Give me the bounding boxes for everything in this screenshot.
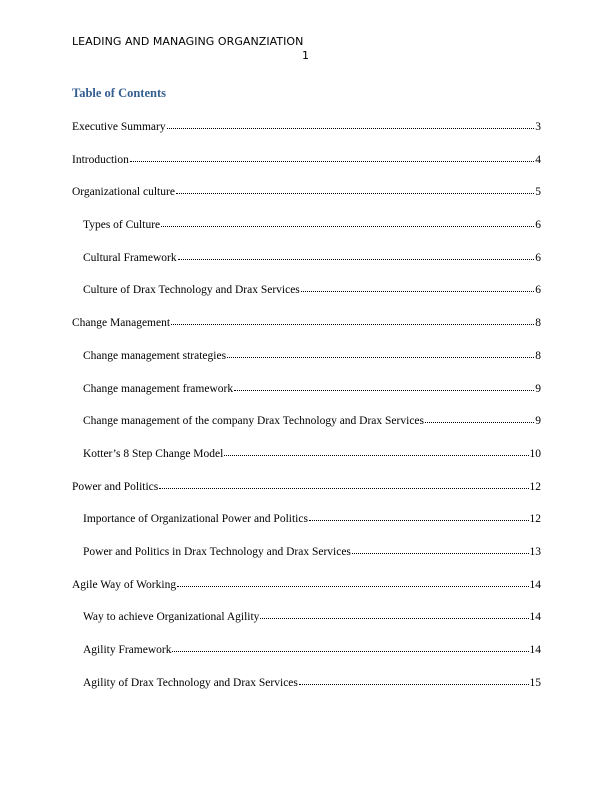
toc-entry-page: 10 bbox=[529, 447, 541, 460]
toc-entry-change-management[interactable] bbox=[72, 315, 541, 348]
toc-entry-page: 9 bbox=[535, 415, 541, 428]
dot-leader bbox=[224, 445, 528, 456]
toc-entry-page: 6 bbox=[535, 251, 541, 264]
toc-entry-label: Culture of Drax Technology and Drax Services bbox=[83, 284, 300, 297]
toc-entry-organizational-culture[interactable] bbox=[72, 184, 541, 217]
toc-entry-change-management-strategies[interactable] bbox=[72, 348, 541, 381]
dot-leader bbox=[299, 674, 529, 685]
table-of-contents bbox=[72, 119, 541, 707]
toc-entry-label: Importance of Organizational Power and Politics bbox=[83, 513, 308, 526]
dot-leader bbox=[227, 347, 534, 358]
dot-leader bbox=[159, 478, 528, 489]
toc-entry-label: Agile Way of Working bbox=[72, 578, 177, 591]
dot-leader bbox=[178, 249, 535, 260]
dot-leader bbox=[172, 641, 528, 652]
dot-leader bbox=[171, 314, 534, 325]
dot-leader bbox=[301, 281, 534, 292]
dot-leader bbox=[425, 412, 534, 423]
toc-entry-label: Introduction bbox=[72, 153, 129, 166]
toc-entry-page: 14 bbox=[529, 611, 541, 624]
page-number: 1 bbox=[302, 49, 309, 62]
toc-entry-label: Power and Politics in Drax Technology and Drax Services bbox=[83, 545, 351, 558]
toc-entry-label: Change Management bbox=[72, 317, 171, 330]
running-header-title: LEADING AND MANAGING ORGANZIATION bbox=[72, 35, 304, 48]
toc-entry-label: Agility Framework bbox=[83, 644, 172, 656]
toc-entry-page: 14 bbox=[529, 644, 541, 656]
toc-entry-page: 6 bbox=[535, 219, 541, 232]
toc-entry-types-of-culture[interactable] bbox=[72, 217, 541, 250]
toc-entry-label: Organizational culture bbox=[72, 186, 175, 199]
toc-entry-change-management-drax[interactable] bbox=[72, 413, 541, 446]
toc-entry-label: Power and Politics bbox=[72, 480, 159, 493]
toc-entry-kotters-model[interactable] bbox=[72, 446, 541, 479]
toc-entry-page: 14 bbox=[529, 578, 541, 591]
dot-leader bbox=[309, 510, 529, 521]
toc-entry-page: 12 bbox=[529, 513, 541, 526]
toc-entry-agility-framework[interactable] bbox=[72, 642, 541, 675]
toc-entry-page: 4 bbox=[535, 153, 541, 166]
toc-entry-executive-summary[interactable] bbox=[72, 119, 541, 152]
toc-heading: Table of Contents bbox=[72, 86, 166, 100]
toc-entry-agility-of-drax[interactable] bbox=[72, 675, 541, 708]
toc-entry-page: 6 bbox=[535, 284, 541, 297]
toc-entry-change-management-framework[interactable] bbox=[72, 381, 541, 414]
toc-entry-label: Change management framework bbox=[83, 382, 234, 395]
toc-entry-label: Change management strategies bbox=[83, 349, 227, 362]
toc-entry-page: 15 bbox=[529, 676, 541, 689]
toc-entry-agile-way-of-working[interactable] bbox=[72, 577, 541, 610]
toc-entry-page: 12 bbox=[529, 480, 541, 493]
toc-entry-label: Agility of Drax Technology and Drax Services bbox=[83, 676, 298, 689]
toc-entry-label: Cultural Framework bbox=[83, 251, 177, 264]
dot-leader bbox=[260, 608, 528, 619]
toc-entry-power-and-politics[interactable] bbox=[72, 479, 541, 512]
dot-leader bbox=[176, 183, 534, 194]
toc-entry-culture-of-drax[interactable] bbox=[72, 282, 541, 315]
dot-leader bbox=[167, 118, 535, 129]
dot-leader bbox=[177, 576, 528, 587]
dot-leader bbox=[130, 151, 534, 162]
toc-entry-label: Kotter’s 8 Step Change Model bbox=[83, 447, 224, 460]
toc-entry-label: Executive Summary bbox=[72, 121, 166, 133]
toc-entry-importance-of-power[interactable] bbox=[72, 511, 541, 544]
toc-entry-page: 8 bbox=[535, 349, 541, 362]
toc-entry-page: 3 bbox=[535, 121, 541, 133]
toc-entry-page: 8 bbox=[535, 317, 541, 330]
toc-entry-cultural-framework[interactable] bbox=[72, 250, 541, 283]
toc-entry-page: 13 bbox=[529, 545, 541, 558]
dot-leader bbox=[234, 380, 534, 391]
toc-entry-power-politics-drax[interactable] bbox=[72, 544, 541, 577]
dot-leader bbox=[161, 216, 534, 227]
toc-entry-label: Change management of the company Drax Technology and Drax Services bbox=[83, 415, 424, 428]
toc-entry-page: 5 bbox=[535, 186, 541, 199]
toc-entry-introduction[interactable] bbox=[72, 152, 541, 185]
page-header bbox=[72, 35, 310, 63]
toc-entry-organizational-agility[interactable] bbox=[72, 609, 541, 642]
toc-entry-page: 9 bbox=[535, 382, 541, 395]
toc-entry-label: Types of Culture bbox=[83, 219, 161, 232]
dot-leader bbox=[352, 543, 529, 554]
toc-entry-label: Way to achieve Organizational Agility bbox=[83, 611, 260, 624]
